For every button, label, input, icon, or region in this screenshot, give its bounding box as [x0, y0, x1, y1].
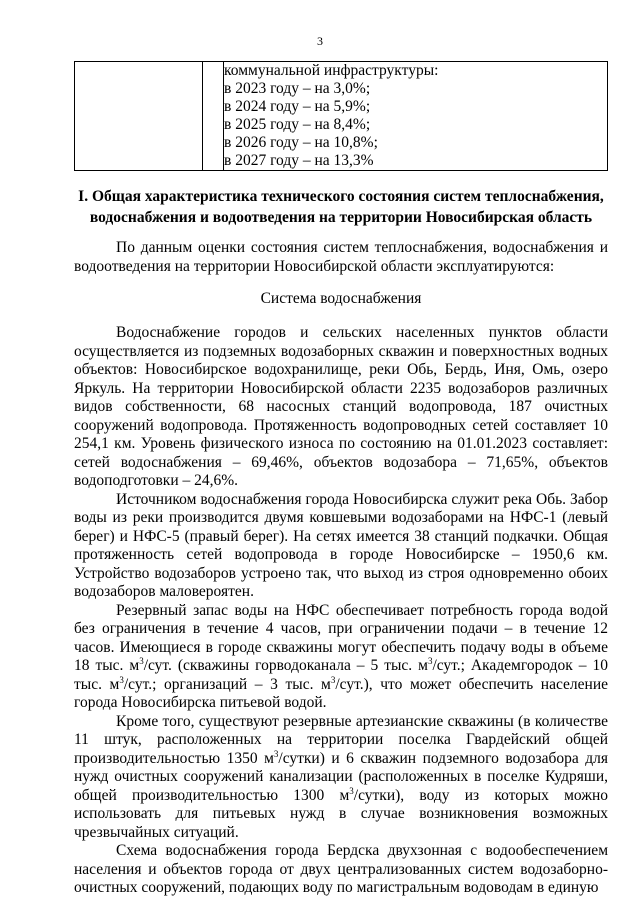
paragraph-water-supply-overview: Водоснабжение городов и сельских населенных пунктов области осуществляется из подземных водозаборных скважин и поверхностных водных объектов: Новосибирское водохранилище, реки Обь, Бердь, Иня, Омь, озеро Яркуль. На территории Новосибирской области 2235 водозаборов различных видов собственности, 68 насосных станций водопровода, 187 очистных сооружений водопровода. Протяженность водопроводных сетей составляет 10 254,1 км. Уровень физического износа по состоянию на 01.01.2023 составляет: сетей водоснабжения – 69,46%, объектов водозабора – 71,65%, объектов водоподготовки – 24,6%. — [74, 324, 608, 489]
intro-block — [74, 239, 608, 276]
section-heading: I. Общая характеристика технического состояния систем теплоснабжения, водоснабжения и водоотведения на территории Новосибирская область — [78, 188, 604, 226]
table-line: в 2024 году – на 5,9%; — [224, 98, 371, 115]
table-line: в 2027 году – на 13,3% — [224, 152, 374, 169]
subsection-heading: Система водоснабжения — [260, 290, 422, 307]
table-line: коммунальной инфраструктуры: — [224, 62, 439, 79]
paragraph-artesian-wells: Кроме того, существуют резервные артезианские скважины (в количестве 11 штук, расположенных на территории поселка Гвардейский общей производительностью 1350 $м^3/сутки$) и 6 скважин подземного водозабора для нужд очистных сооружений канализации (расположенных в поселке Кудряши, общей производительностью 1300 $м^3/сутки$), воду из которых можно использовать для питьевых нужд в случае возникновения возможных чрезвычайных ситуаций. — [74, 712, 608, 841]
table-cell-empty-2 — [203, 62, 224, 171]
table-cell-content — [224, 62, 608, 171]
table-line: в 2023 году – на 3,0%; — [224, 80, 371, 97]
table-cell-empty-1 — [75, 62, 203, 171]
table-line: в 2026 году – на 10,8%; — [224, 134, 378, 151]
intro-paragraph: По данным оценки состояния систем теплоснабжения, водоснабжения и водоотведения на территории Новосибирской области эксплуатируются: — [74, 239, 608, 275]
continuation-table — [74, 61, 608, 171]
paragraph-berdsk-scheme: Схема водоснабжения города Бердска двухзонная с водообеспечением населения и объектов города от двух централизованных систем водозаборно-очистных сооружений, подающих воду по магистральным водоводам в единую — [74, 842, 608, 896]
body-text — [74, 324, 608, 898]
paragraph-novosibirsk-source: Источником водоснабжения города Новосибирска служит река Обь. Забор воды из реки производится двумя ковшевыми водозаборами на НФС-1 (левый берег) и НФС-5 (правый берег). На сетях имеется 38 станций подкачки. Общая протяженность сетей водопровода в городе Новосибирске – 1950,6 км. Устройство водозаборов устроено так, что выход из строя одновременно обоих водозаборов маловероятен. — [74, 490, 608, 600]
table-line: в 2025 году – на 8,4%; — [224, 116, 371, 133]
page-number: 3 — [317, 34, 323, 48]
paragraph-reserve-supply: Резервный запас воды на НФС обеспечивает потребность города водой без ограничения в течение 4 часов, при ограничении подачи – в течение 12 часов. Имеющиеся в городе скважины могут обеспечить подачу воды в объеме 18 тыс. $м^3$/сут. (скважины горводоканала – 5 тыс. $м^3$/сут.; Академгородок – 10 тыс. $м^3$/сут.; организаций – 3 тыс. $м^3/сут$.), что может обеспечить население города Новосибирска питьевой водой. — [74, 601, 608, 711]
